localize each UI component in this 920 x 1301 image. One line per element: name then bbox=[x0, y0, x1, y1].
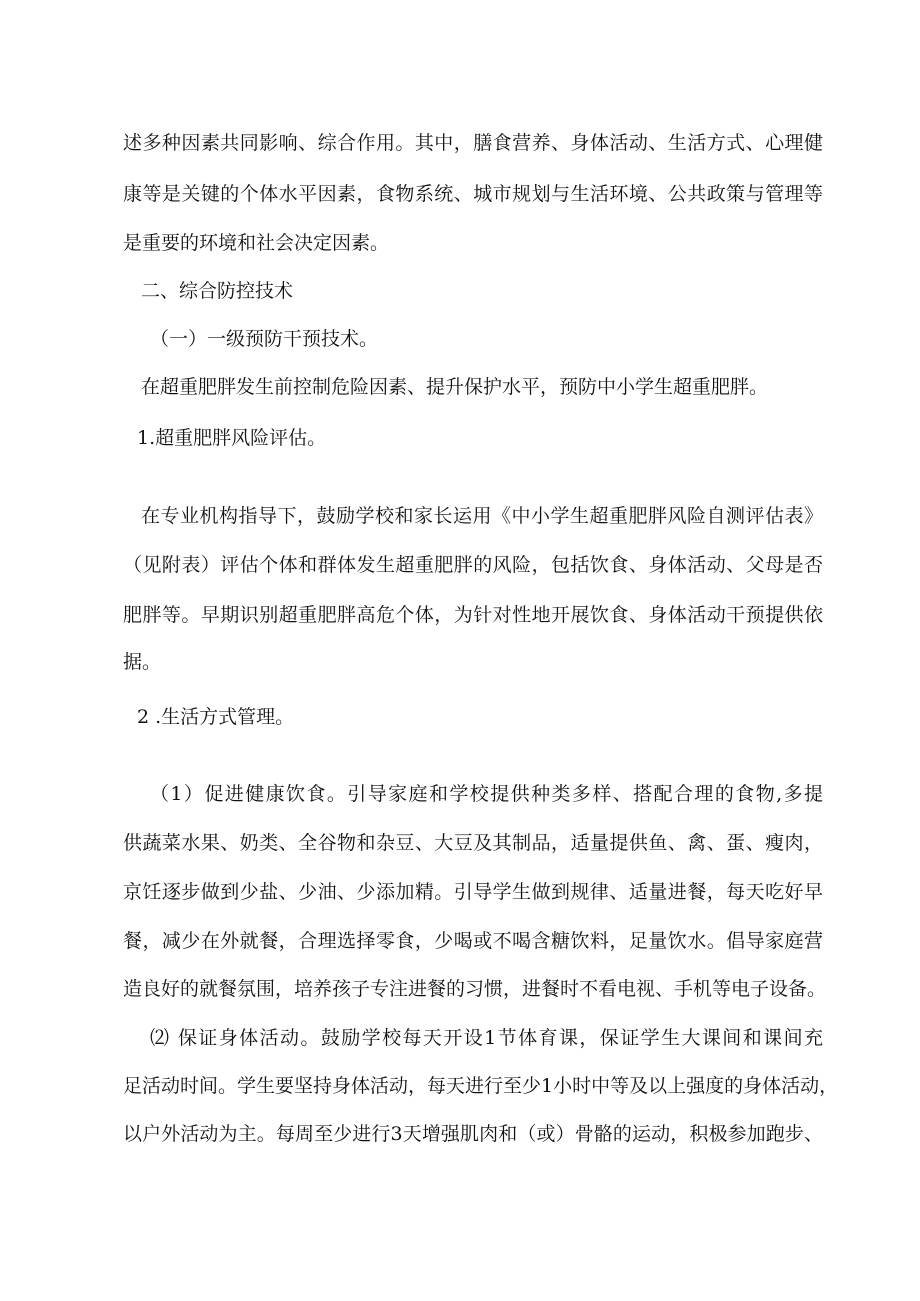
paragraph-diet-line-5: 造良好的就餐氛围，培养孩子专注进餐的习惯，进餐时不看电视、手机等电子设备。 bbox=[123, 978, 827, 1000]
paragraph-prevention: 在超重肥胖发生前控制危险因素、提升保护水平，预防中小学生超重肥胖。 bbox=[141, 376, 769, 398]
paragraph-diet-line-2: 供蔬菜水果、奶类、全谷物和杂豆、大豆及其制品，适量提供鱼、禽、蛋、瘦肉， bbox=[123, 832, 823, 854]
paragraph-diet-line-4: 餐，减少在外就餐，合理选择零食，少喝或不喝含糖饮料，足量饮水。倡导家庭营 bbox=[123, 930, 823, 952]
paragraph-activity-line-3: 以户外活动为主。每周至少进行3天增强肌肉和（或）骨骼的运动，积极参加跑步、 bbox=[123, 1123, 823, 1145]
paragraph-risk-line-3: 肥胖等。早期识别超重肥胖高危个体，为针对性地开展饮食、身体活动干预提供依 bbox=[123, 604, 823, 626]
paragraph-intro-line-3: 是重要的环境和社会决定因素。 bbox=[123, 232, 390, 254]
paragraph-risk-line-2: （见附表）评估个体和群体发生超重肥胖的风险，包括饮食、身体活动、父母是否 bbox=[123, 554, 823, 576]
paragraph-risk-line-1: 在专业机构指导下，鼓励学校和家长运用《中小学生超重肥胖风险自测评估表》 bbox=[141, 505, 823, 527]
item-1-heading: 1.超重肥胖风险评估。 bbox=[137, 427, 327, 449]
section-heading-2: 二、综合防控技术 bbox=[141, 280, 294, 302]
paragraph-risk-line-4: 据。 bbox=[123, 651, 162, 673]
subsection-heading-2-1: （一）一级预防干预技术。 bbox=[150, 328, 379, 350]
paragraph-intro-line-1: 述多种因素共同影响、综合作用。其中，膳食营养、身体活动、生活方式、心理健 bbox=[123, 132, 823, 154]
item-2-heading: 2 .生活方式管理。 bbox=[137, 706, 295, 728]
paragraph-intro-line-2: 康等是关键的个体水平因素，食物系统、城市规划与生活环境、公共政策与管理等 bbox=[123, 183, 823, 205]
paragraph-diet-line-1: （1）促进健康饮食。引导家庭和学校提供种类多样、搭配合理的食物,多提 bbox=[150, 783, 823, 805]
paragraph-activity-line-2: 足活动时间。学生要坚持身体活动，每天进行至少1小时中等及以上强度的身体活动， bbox=[123, 1075, 839, 1097]
paragraph-diet-line-3: 京饪逐步做到少盐、少油、少添加精。引导学生做到规律、适量进餐，每天吃好早 bbox=[123, 881, 823, 903]
paragraph-activity-line-1: ⑵ 保证身体活动。鼓励学校每天开设1节体育课，保证学生大课间和课间充 bbox=[150, 1027, 823, 1049]
